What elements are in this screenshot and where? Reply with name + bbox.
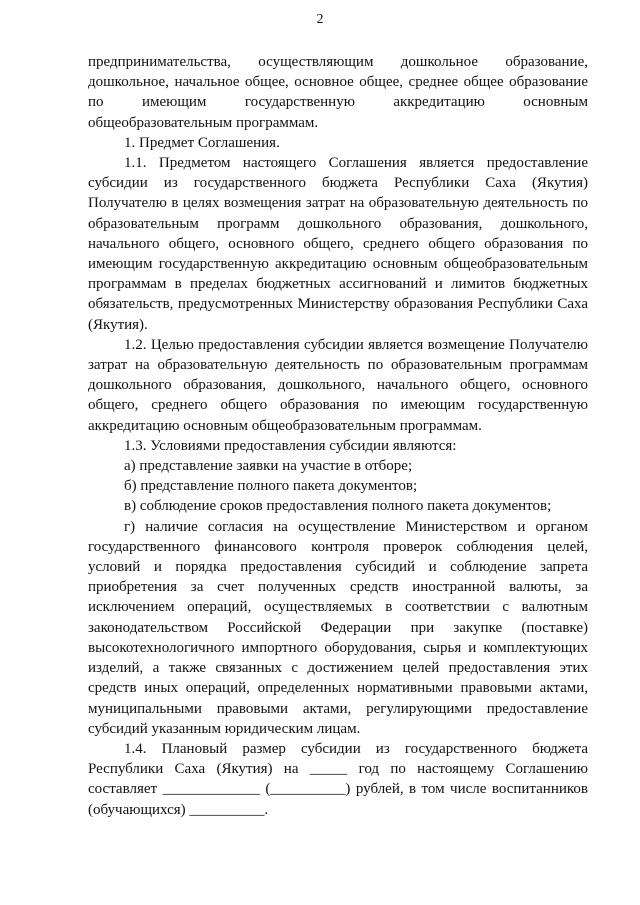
condition-item-a: а) представление заявки на участие в отборе; bbox=[124, 458, 413, 475]
page-number: 2 bbox=[316, 12, 324, 27]
condition-item-v: в) соблюдение сроков предоставления полного пакета документов; bbox=[124, 498, 552, 515]
paragraph-1-1: 1.1. Предметом настоящего Соглашения является предоставление субсидии из государственного бюджета Республики Саха (Якутия) Получателю в целях возмещения затрат на образовательную деятельность по образовательным программ дошкольного образования, дошкольного, начального общего, основного общего, среднего общего образования по имеющим государственную аккредитацию основным общеобразовательным программам в пределах бюджетных ассигнований и лимитов бюджетных обязательств, предусмотренных Министерству образования Республики Саха (Якутия). bbox=[88, 155, 588, 333]
paragraph-1-4: 1.4. Плановый размер субсидии из государственного бюджета Республики Саха (Якутия) на _____ год по настоящему Соглашению составляет _____________ (__________) рублей, в том числе воспитанников (обучающихся) __________. bbox=[88, 740, 588, 818]
paragraph-1-2: 1.2. Целью предоставления субсидии является возмещение Получателю затрат на образовательную деятельность по образовательным программам дошкольного образования, дошкольного, начального общего, основного общего, среднего общего образования по имеющим государственную аккредитацию основным общеобразовательным программам. bbox=[88, 336, 588, 434]
condition-item-b: б) представление полного пакета документов; bbox=[124, 478, 418, 495]
paragraph-intro: предпринимательства, осуществляющим дошкольное образование, дошкольное, начальное общее, основное общее, среднее общее образование по имеющим государственную аккредитацию основным общеобразовательным программам. bbox=[88, 54, 588, 131]
condition-item-g: г) наличие согласия на осуществление Министерством и органом государственного финансового контроля проверок соблюдения целей, условий и порядка предоставления субсидий и соблюдение запрета приобретения за счет полученных средств иностранной валюты, за исключением операций, осуществляемых в соответствии с валютным законодательством Российской Федерации при закупке (поставке) высокотехнологичного импортного оборудования, сырья и комплектующих изделий, а также связанных с достижением целей предоставления этих средств иных операций, определенных нормативными правовыми актами, муниципальными правовыми актами, регулирующими предоставление субсидий указанным юридическим лицам. bbox=[88, 518, 588, 737]
section-heading-subject: 1. Предмет Соглашения. bbox=[124, 134, 280, 151]
document-body bbox=[88, 52, 588, 820]
paragraph-1-3: 1.3. Условиями предоставления субсидии являются: bbox=[124, 437, 457, 454]
